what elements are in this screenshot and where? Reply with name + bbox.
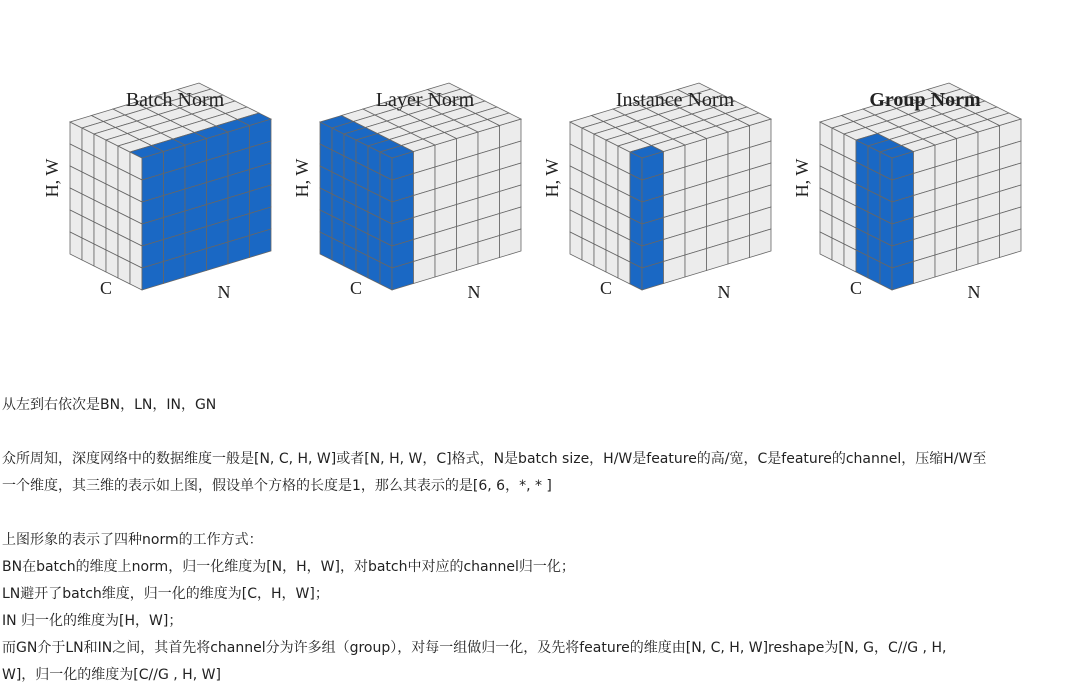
cube-panel-in (542, 83, 771, 302)
paragraph-order: 从左到右依次是BN，LN，IN，GN (2, 397, 217, 413)
paragraph-ln: LN避开了batch维度，归一化的维度为[C，H，W]； (2, 586, 329, 602)
cube-panel-bn (42, 83, 271, 302)
paragraph-gn-line1: 而GN介于LN和IN之间，其首先将channel分为许多组（group），对每一组做归一化，及先将feature的维度由[N, C, H, W]reshape为[N, G，C//G , H, (2, 640, 947, 656)
cube-panel-ln (292, 83, 521, 302)
axis-label-hw: H, W (792, 158, 812, 198)
paragraph-in: IN 归一化的维度为[H，W]； (2, 613, 183, 629)
cube-panel-gn (792, 83, 1021, 302)
axis-label-n: N (217, 282, 231, 302)
normalization-figure (0, 78, 1070, 378)
cube-title: Layer Norm (375, 89, 475, 111)
paragraph-gn-line2: W]，归一化的维度为[C//G , H, W] (2, 667, 221, 683)
axis-label-hw: H, W (542, 158, 562, 198)
axis-label-c: C (99, 278, 113, 298)
cube-title: Group Norm (869, 89, 981, 111)
cube-title: Batch Norm (125, 89, 225, 111)
axis-label-n: N (467, 282, 481, 302)
paragraph-bn: BN在batch的维度上norm，归一化维度为[N，H，W]，对batch中对应的channel归一化； (2, 559, 575, 575)
axis-label-hw: H, W (292, 158, 312, 198)
paragraph-intro: 上图形象的表示了四种norm的工作方式： (2, 532, 263, 548)
axis-label-n: N (967, 282, 981, 302)
axis-label-hw: H, W (42, 158, 62, 198)
cube-title: Instance Norm (615, 89, 735, 111)
axis-label-c: C (849, 278, 863, 298)
axis-label-c: C (599, 278, 613, 298)
axis-label-c: C (349, 278, 363, 298)
axis-label-n: N (717, 282, 731, 302)
paragraph-dims-line1: 众所周知，深度网络中的数据维度一般是[N, C, H, W]或者[N, H, W，C]格式，N是batch size，H/W是feature的高/宽，C是feature的channel，压缩H/W至 (2, 451, 987, 467)
paragraph-dims-line2: 一个维度，其三维的表示如上图，假设单个方格的长度是1，那么其表示的是[6, 6，*, * ] (2, 478, 552, 494)
